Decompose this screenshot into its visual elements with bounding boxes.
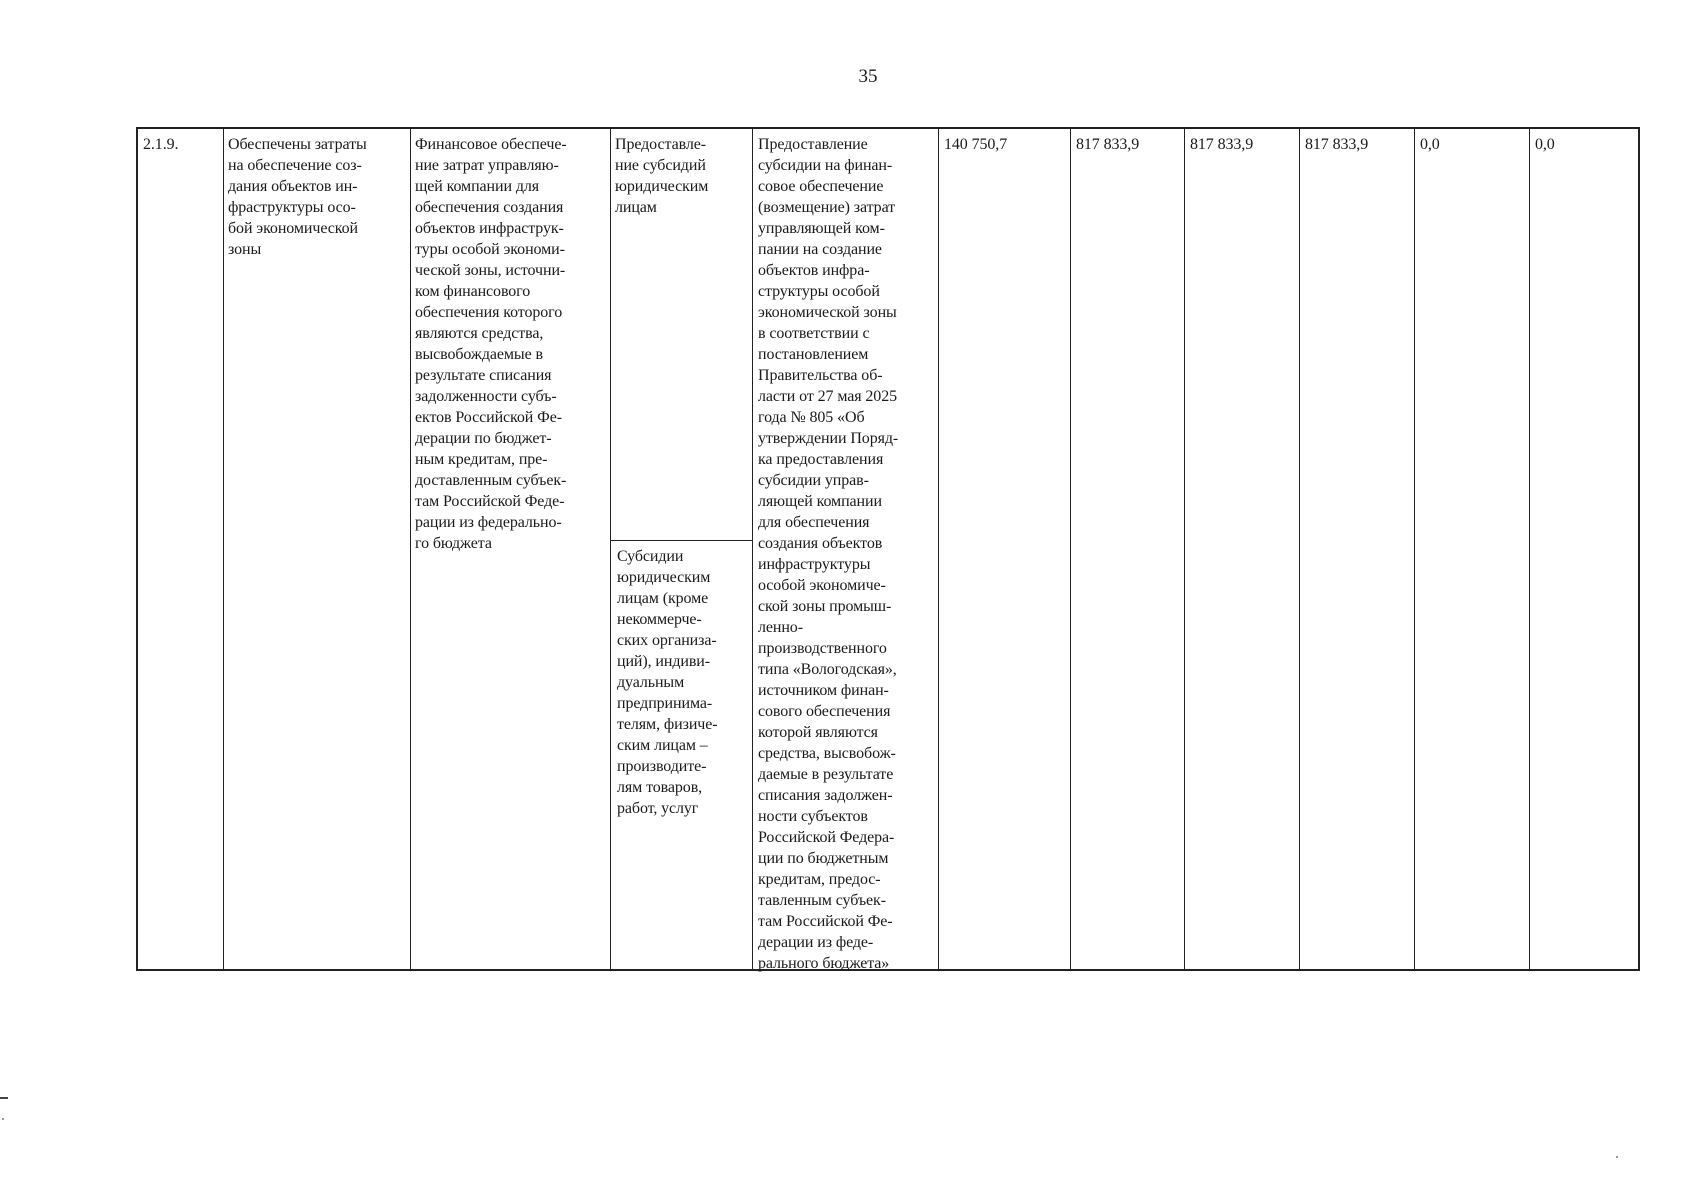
value-cell: 817 833,9 <box>1076 136 1140 153</box>
column-divider <box>610 129 611 969</box>
column-divider <box>1299 129 1300 969</box>
column-divider <box>1529 129 1530 969</box>
recipient-category-cell: Субсидии юридическим лицам (кроме некоммерче- ских организа- ций), индиви- дуальным предпринима- телям, физиче- ским лицам – производите- лям товаров, работ, услуг <box>617 548 718 817</box>
column-divider <box>1070 129 1071 969</box>
purpose-cell: Финансовое обеспече- ние затрат управляю- щей компании для обеспечения создания объектов инфраструк- туры особой экономи- ческой зоны, источни- ком финансового обеспечения которого являются средства, высвобождаемые в результате списания задолженности субъ- ектов Российской Фе- дерации по бюджет- ным кредитам, пре- доставленным субъек- там Российской Феде- рации из федерально- го бюджета <box>415 136 567 552</box>
result-cell: Обеспечены затраты на обеспечение соз- дания объектов ин- фраструктуры осо- бой экономической зоны <box>228 136 367 258</box>
row-code: 2.1.9. <box>143 136 179 153</box>
mechanism-cell: Предоставле- ние субсидий юридическим лицам <box>615 136 709 216</box>
value-cell: 817 833,9 <box>1190 136 1254 153</box>
scan-mark <box>1616 1156 1618 1158</box>
scan-mark <box>2 1118 4 1120</box>
description-cell: Предоставление субсидии на финан- совое обеспечение (возмещение) затрат управляющей ком- пании на создание объектов инфра- структуры особой экономической зоны в соответствии с постановлением Правительства об- ласти от 27 мая 2025 года № 805 «Об утверждении Поряд- ка предоставления субсидии управ- ляющей компании для обеспечения создания объектов инфраструктуры особой экономиче- ской зоны промыш- ленно- производственного типа «Вологодская», источником финан- сового обеспечения которой являются средства, высвобож- даемые в результате списания задолжен- ности субъектов Российской Федера- ции по бюджетным кредитам, предос- тавленным субъек- там Российской Фе- дерации из феде- рального бюджета» <box>758 136 899 972</box>
column-divider <box>938 129 939 969</box>
column-divider <box>1184 129 1185 969</box>
scan-mark <box>0 1097 8 1099</box>
mechanism-split-line <box>611 540 752 541</box>
column-divider <box>1414 129 1415 969</box>
budget-table <box>136 127 1640 971</box>
column-divider <box>752 129 753 969</box>
value-cell: 0,0 <box>1535 136 1555 153</box>
value-cell: 817 833,9 <box>1305 136 1369 153</box>
value-cell: 140 750,7 <box>944 136 1008 153</box>
page-number: 35 <box>858 66 878 87</box>
value-cell: 0,0 <box>1420 136 1440 153</box>
column-divider <box>410 129 411 969</box>
column-divider <box>223 129 224 969</box>
